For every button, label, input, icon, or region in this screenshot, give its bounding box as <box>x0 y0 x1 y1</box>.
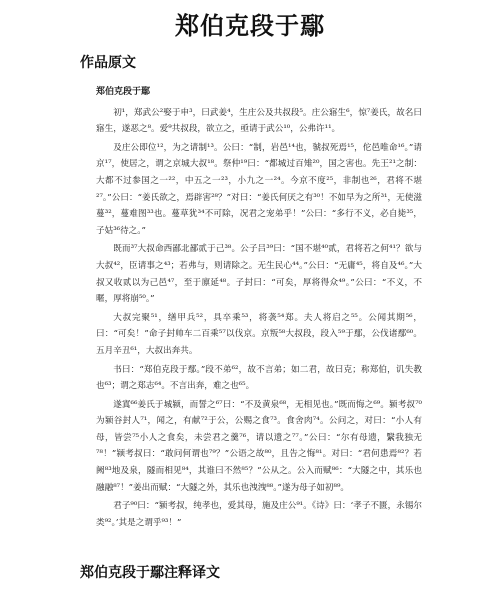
paragraph: 遂寘⁶⁶姜氏于城颍，而誓之⁶⁷曰：“不及黄泉⁶⁸，无相见也。”既而悔之⁶⁹。颍考叔⁷⁰为颍谷封人⁷¹，闻之，有献⁷²于公，公赐之食⁷³。食舍肉⁷⁴。公问之，对曰：“小人有母，皆尝⁷⁵小人之食矣，未尝君之羹⁷⁶，请以遗之⁷⁷。”公曰：“尔有母遗，繄我独无⁷⁸！”颍考叔曰：“敢问何谓也⁷⁹？”公语之故⁸⁰，且告之悔⁸¹。对曰：“君何患焉⁸²？若阙⁸³地及泉，隧而相见⁸⁴，其谁曰不然⁸⁵？”公从之。公入而赋⁸⁶：“大隧之中，其乐也融融⁸⁷！”姜出而赋：“大隧之外，其乐也洩洩⁸⁸。”遂为母子如初⁸⁹。 <box>96 399 422 493</box>
section-heading-annotation: 郑伯克段于鄢注释译文 <box>80 565 220 581</box>
document-title: 郑伯克段于鄢 <box>175 12 325 40</box>
original-text-body <box>96 84 422 533</box>
section-heading-original: 作品原文 <box>80 55 136 71</box>
paragraph: 既而³⁷大叔命西鄙北鄙贰于己³⁸。公子吕³⁹曰：“国不堪⁴⁰贰，君将若之何⁴¹？欲与大叔⁴²，臣请事之⁴³；若弗与，则请除之。无生民心⁴⁴。”公曰：“无庸⁴⁵，将自及⁴⁶。”大叔又收贰以为己邑⁴⁷，至于廪延⁴⁸。子封曰：“可矣，厚将得众⁴⁹。”公曰：“不义，不暱，厚将崩⁵⁰。” <box>96 244 422 305</box>
paragraph: 君子⁹⁰曰：“颍考叔，纯孝也，爱其母，施及庄公⁹¹。《诗》曰：‘孝子不匮，永锡尔类⁹²。’其是之谓乎⁹³！” <box>96 501 422 528</box>
article-subtitle: 郑伯克段于鄢 <box>96 87 151 97</box>
paragraph: 及庄公即位¹²，为之请制¹³。公曰：“制，岩邑¹⁴也，虢叔死焉¹⁵，佗邑唯命¹⁶。”请京¹⁷，使居之，谓之京城大叔¹⁸。祭仲¹⁹曰：“都城过百雉²⁰，国之害也。先王²¹之制：大都不过参国之一²²，中五之一²³，小九之一²⁴。今京不度²⁵，非制也²⁶，君将不堪²⁷。”公曰：“姜氏欲之，焉辟害²⁸？”对曰：“姜氏何厌之有³⁰！不如早为之所³¹，无使滋蔓³²，蔓难图³³也。蔓草犹³⁴不可除，况君之宠弟乎！”公曰：“多行不义，必自毙³⁵，子姑³⁶待之。” <box>96 142 422 236</box>
paragraph: 大叔完聚⁵¹，缮甲兵⁵²，具卒乘⁵³，将袭⁵⁴郑。夫人将启之⁵⁵。公闻其期⁵⁶，曰：“可矣！”命子封帅车二百乘⁵⁷以伐京。京叛⁵⁸大叔段，段入⁵⁹于鄢，公伐诸鄢⁶⁰。五月辛丑⁶¹，大叔出奔共。 <box>96 312 422 356</box>
paragraph: 初¹，郑武公²娶于申³，曰武姜⁴，生庄公及共叔段⁵。庄公寤生⁶，惊⁷姜氏，故名曰寤生，遂恶之⁸。爱⁹共叔段，欲立之，亟请于武公¹⁰，公弗许¹¹。 <box>96 107 422 135</box>
paragraph: 书曰：“郑伯克段于鄢。”段不弟⁶²，故不言弟；如二君，故曰克；称郑伯，讥失教也⁶³；谓之郑志⁶⁴。不言出奔，难之也⁶⁵。 <box>96 364 422 392</box>
